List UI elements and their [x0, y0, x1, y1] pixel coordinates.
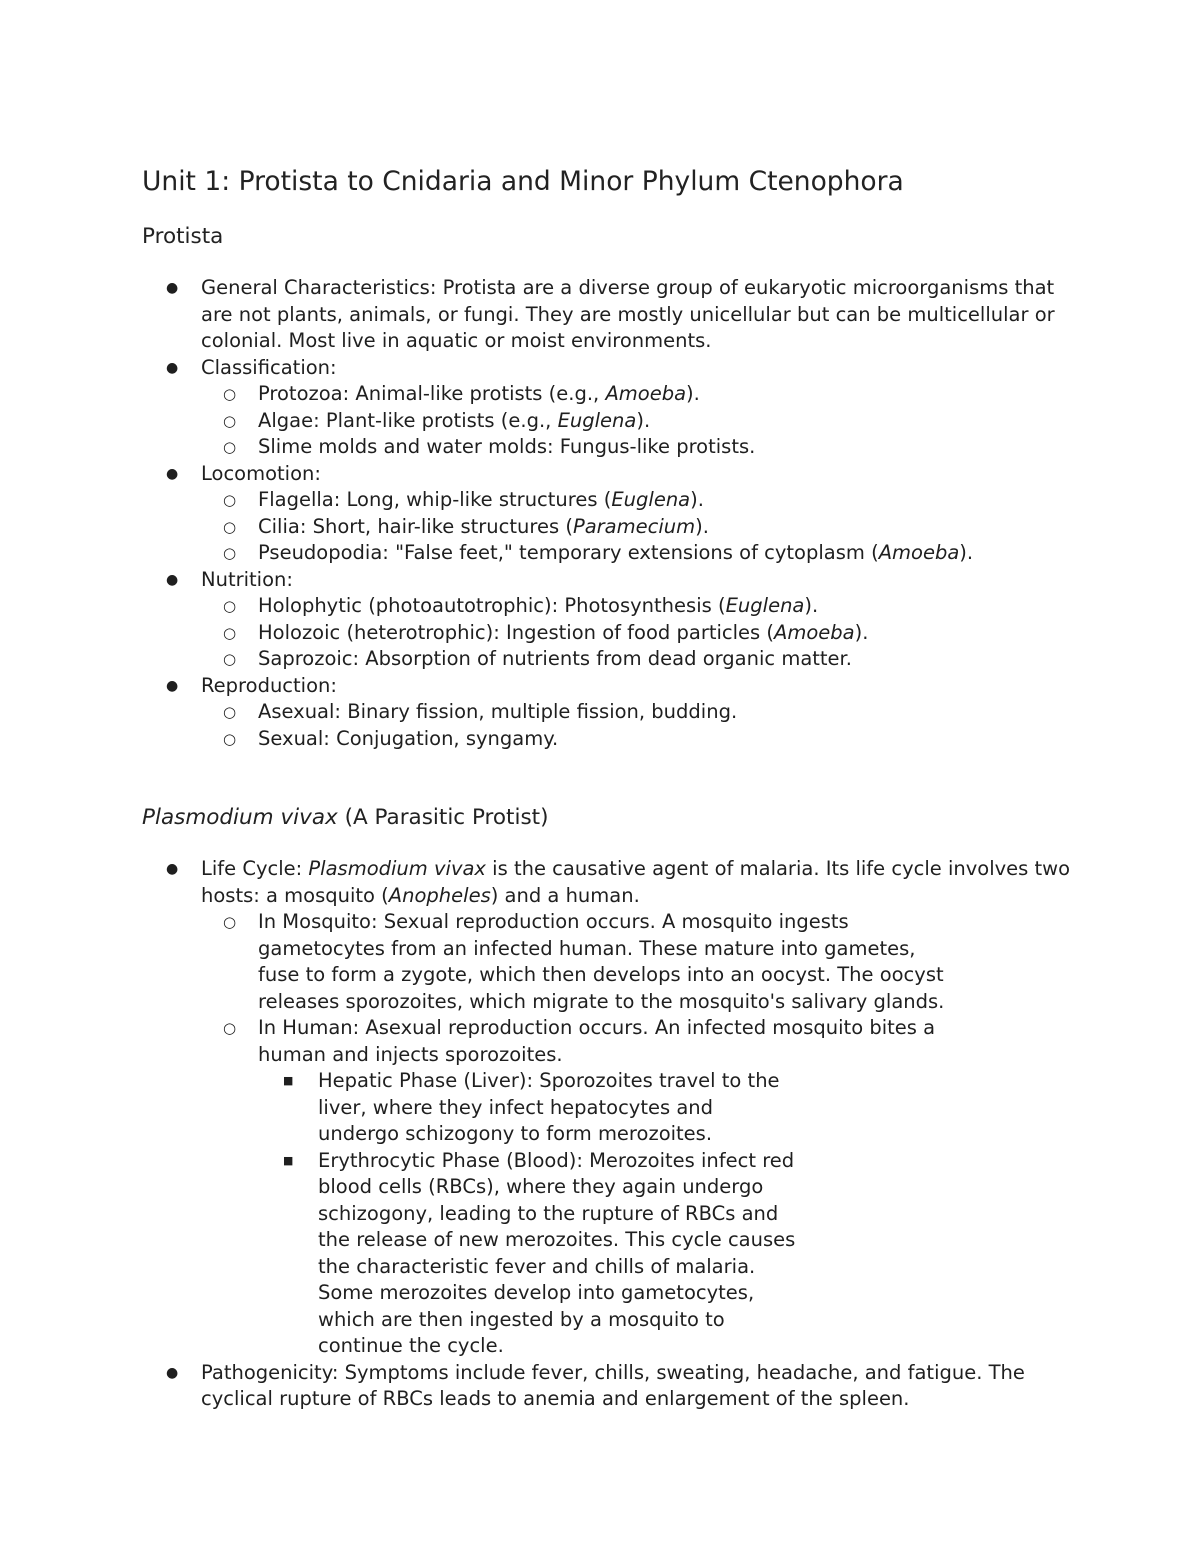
circle-marker: ○: [223, 913, 237, 931]
term: Flagella:: [258, 488, 341, 511]
body-text-end: ).: [690, 488, 704, 511]
list-item-pathogenicity: [0, 1360, 1200, 1413]
list-item-in-mosquito: [0, 909, 1090, 1015]
body-text: Binary fission, multiple fission, budding.: [341, 700, 738, 723]
human-phases-sublist: [258, 1068, 950, 1360]
label: Reproduction:: [201, 673, 337, 697]
body-text: Merozoites infect red blood cells (RBCs), where they again undergo schizogony, leading to the rupture of RBCs and the release of new merozoites. This cycle causes the characteristic fever and chills of malaria. Some merozoites develop into gametocytes, which are then ingested by a mosquito to continue the cycle.: [318, 1148, 796, 1357]
list-item-protozoa: [0, 381, 1090, 408]
circle-marker: ○: [223, 438, 237, 456]
bullet-marker: ●: [166, 571, 179, 588]
body-text: "False feet," temporary extensions of cytoplasm (: [388, 541, 879, 564]
body-text: Sexual reproduction occurs. A mosquito ingests gametocytes from an infected human. These mature into gametes, fuse to form a zygote, which then develops into an oocyst. The oocyst releases sporozoites, which migrate to the mosquito's salivary glands.: [258, 910, 945, 1013]
list-item-locomotion: [0, 461, 1200, 567]
term: Pseudopodia:: [258, 541, 389, 564]
list-item-algae: [0, 408, 1090, 435]
document-title: Unit 1: Protista to Cnidaria and Minor Phylum Ctenophora: [142, 166, 904, 197]
body-text: is the causative agent of malaria. Its life cycle involves two hosts: a mosquito (: [201, 857, 1071, 907]
label: Nutrition:: [201, 567, 293, 591]
term: Cilia:: [258, 514, 307, 538]
square-marker: ■: [283, 1074, 294, 1087]
circle-marker: ○: [223, 411, 237, 430]
term: Slime molds and water molds:: [258, 435, 554, 458]
list-item-hepatic-phase: [0, 1068, 950, 1148]
life-cycle-sublist: [201, 909, 1090, 1360]
list-item-nutrition: [0, 567, 1200, 673]
term: Holozoic (heterotrophic):: [258, 620, 500, 644]
term: In Human:: [258, 1016, 360, 1039]
term: Algae:: [258, 408, 320, 432]
term: Protozoa:: [258, 382, 350, 405]
italic-genus: Euglena: [611, 488, 691, 511]
circle-marker: ○: [223, 385, 237, 403]
circle-marker: ○: [223, 623, 237, 642]
list-item-holophytic: [0, 593, 1090, 620]
bullet-marker: ●: [166, 465, 179, 482]
body-text: Absorption of nutrients from dead organic matter.: [359, 647, 852, 670]
body-text-end: ).: [695, 514, 709, 538]
term: In Mosquito:: [258, 910, 378, 933]
term: Asexual:: [258, 700, 341, 723]
term: Sexual:: [258, 726, 330, 750]
term: Hepatic Phase (Liver):: [318, 1069, 534, 1092]
body-text: Ingestion of food particles (: [499, 620, 774, 644]
protista-list: [0, 275, 1200, 752]
list-item-general-characteristics: [0, 275, 1200, 355]
bullet-marker: ●: [166, 280, 179, 296]
circle-marker: ○: [223, 597, 237, 615]
bullet-marker: ●: [166, 861, 179, 877]
bullet-marker: ●: [166, 359, 179, 376]
circle-marker: ○: [223, 544, 237, 562]
list-item-saprozoic: [0, 646, 1090, 673]
list-item-cilia: [0, 514, 1090, 541]
label: Locomotion:: [201, 461, 321, 485]
label: Classification:: [201, 355, 337, 379]
list-item-reproduction: [0, 673, 1200, 753]
body-text: Sporozoites travel to the liver, where they infect hepatocytes and undergo schizogony to form merozoites.: [318, 1069, 780, 1145]
body-text: Plant-like protists (e.g.,: [319, 408, 558, 432]
body-text-end: ).: [686, 382, 700, 405]
circle-marker: ○: [223, 650, 237, 668]
italic-genus: Anopheles: [388, 883, 491, 907]
plasmodium-list: [0, 856, 1200, 1413]
nutrition-sublist: [201, 593, 1090, 673]
italic-genus: Euglena: [725, 594, 805, 617]
term: Pathogenicity:: [201, 1360, 339, 1384]
section-heading-protista: Protista: [142, 224, 224, 249]
body-text: Conjugation, syngamy.: [329, 726, 559, 750]
bullet-marker: ●: [166, 677, 179, 694]
body-text: Photosynthesis (: [558, 594, 726, 617]
list-item-slime-molds: [0, 434, 1090, 461]
list-item-flagella: [0, 487, 1090, 514]
term: Erythrocytic Phase (Blood):: [318, 1148, 583, 1172]
square-marker: ■: [283, 1153, 294, 1167]
body-text-end: ).: [959, 541, 974, 564]
circle-marker: ○: [223, 703, 237, 721]
body-text: Fungus-like protists.: [553, 435, 756, 458]
term: Saprozoic:: [258, 647, 360, 670]
body-text: Asexual reproduction occurs. An infected mosquito bites a human and injects sporozoites.: [258, 1016, 936, 1066]
italic-genus: Paramecium: [572, 514, 696, 538]
classification-sublist: [201, 381, 1090, 461]
body-text-end: ).: [854, 620, 869, 644]
list-item-erythrocytic-phase: [0, 1148, 950, 1360]
list-item-life-cycle: [0, 856, 1200, 1360]
circle-marker: ○: [223, 1019, 237, 1037]
heading-italic: Plasmodium vivax: [142, 805, 338, 830]
body-text-end: ).: [804, 594, 819, 617]
reproduction-sublist: [201, 699, 1090, 752]
list-item-in-human: [0, 1015, 1090, 1360]
italic-genus: Amoeba: [878, 541, 960, 564]
italic-genus: Euglena: [557, 408, 637, 432]
body-text: Short, hair-like structures (: [306, 514, 573, 538]
list-item-asexual: [0, 699, 1090, 726]
section-heading-plasmodium: [142, 802, 548, 834]
body-text: Long, whip-like structures (: [340, 488, 612, 511]
circle-marker: ○: [223, 729, 237, 748]
term: General Characteristics:: [201, 276, 437, 299]
list-item-classification: [0, 355, 1200, 461]
body-text: Animal-like protists (e.g.,: [349, 382, 606, 405]
body-text: Protista are a diverse group of eukaryotic microorganisms that are not plants, animals, or fungi. They are mostly unicellular but can be multicellular or colonial. Most live in aquatic or moist environments.: [201, 276, 1055, 352]
list-item-holozoic: [0, 620, 1090, 647]
circle-marker: ○: [223, 517, 237, 536]
heading-rest: (A Parasitic Protist): [337, 805, 549, 830]
italic-genus: Amoeba: [605, 382, 687, 405]
circle-marker: ○: [223, 491, 237, 509]
body-text-end: ).: [636, 408, 651, 432]
italic-species: Plasmodium vivax: [308, 857, 486, 880]
body-text-end: ) and a human.: [490, 883, 640, 907]
list-item-pseudopodia: [0, 540, 1090, 567]
body-text: Symptoms include fever, chills, sweating, headache, and fatigue. The cyclical rupture of RBCs leads to anemia and enlargement of the spleen.: [201, 1360, 1025, 1410]
list-item-sexual: [0, 726, 1090, 753]
locomotion-sublist: [201, 487, 1090, 567]
term: Life Cycle:: [201, 857, 303, 880]
term: Holophytic (photoautotrophic):: [258, 594, 559, 617]
italic-genus: Amoeba: [774, 620, 855, 644]
bullet-marker: ●: [166, 1364, 179, 1381]
